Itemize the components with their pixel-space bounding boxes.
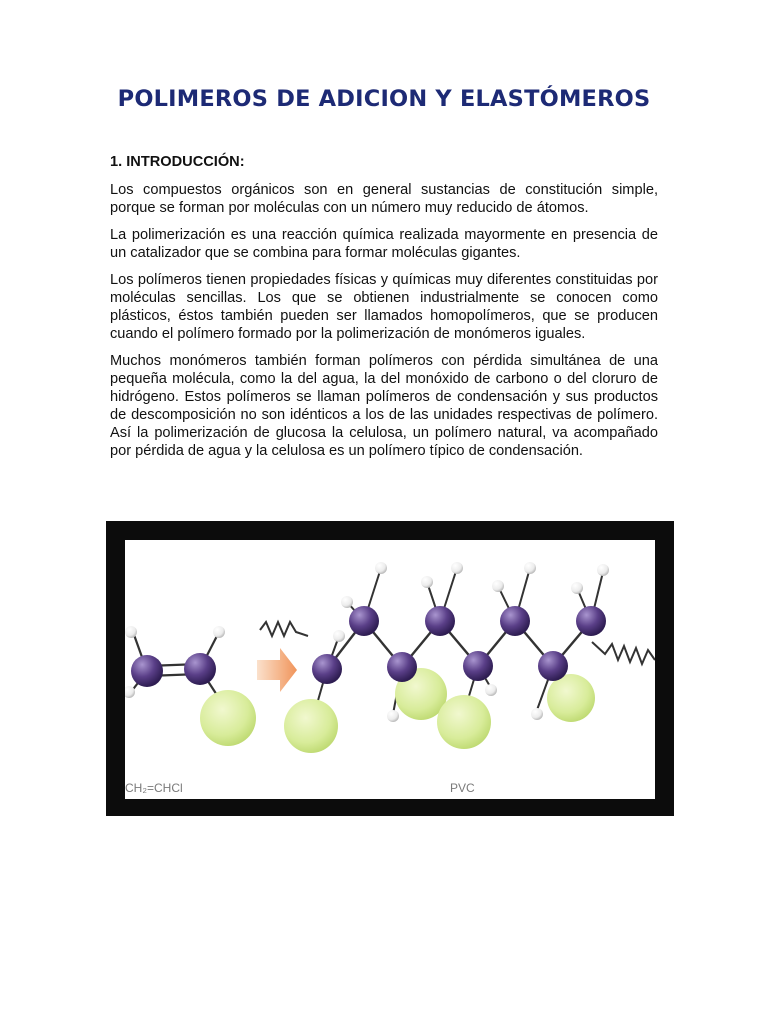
carbon-atom-icon xyxy=(425,606,455,636)
carbon-atom-icon xyxy=(312,654,342,684)
molecule-illustration xyxy=(125,540,655,799)
section-heading: 1. INTRODUCCIÓN: xyxy=(110,154,245,170)
document-title: POLIMEROS DE ADICION Y ELASTÓMEROS xyxy=(117,86,651,112)
carbon-atom-icon xyxy=(538,651,568,681)
paragraph-2: La polimerización es una reacción química realizada mayormente en presencia de un catalizador que se combina para formar moléculas gigantes. xyxy=(110,227,658,261)
carbon-atom-icon xyxy=(131,655,163,687)
monomer-label: CH₂=CHCl xyxy=(125,781,183,795)
monomer-molecule xyxy=(125,626,256,746)
paragraph-4: Muchos monómeros también forman polímeros con pérdida simultánea de una pequeña molécula, como la del agua, la del monóxido de carbono o del cloruro de hidrógeno. Estos polímeros se llaman polímeros de condensación y sus productos de descomposición no son idénticos a los de las unidades respectivas de polímero. Así la polimerización de glucosa la celulosa, un polímero natural, va acompañado por pérdida de agua y la celulosa es un polímero típico de condensación. xyxy=(110,353,658,459)
carbon-atom-icon xyxy=(184,653,216,685)
carbon-atom-icon xyxy=(463,651,493,681)
polymer-label: PVC xyxy=(450,781,475,795)
paragraph-1: Los compuestos orgánicos son en general sustancias de constitución simple, porque se forman por moléculas con un número muy reducido de átomos. xyxy=(110,182,658,216)
carbon-atom-icon xyxy=(500,606,530,636)
paragraph-3: Los polímeros tienen propiedades físicas y químicas muy diferentes constituidas por moléculas sencillas. Los que se obtienen industrialmente se conocen como plásticos, éstos también pueden ser llamados homopolímeros, que se producen cuando el polímero formado por la polimerización de monómeros iguales. xyxy=(110,272,658,342)
pvc-polymerization-figure xyxy=(125,540,655,799)
polymer-chain xyxy=(260,562,655,753)
document-body xyxy=(110,153,658,469)
reaction-arrow-icon xyxy=(257,648,297,692)
carbon-atom-icon xyxy=(576,606,606,636)
figure-frame xyxy=(106,521,674,816)
carbon-atom-icon xyxy=(387,652,417,682)
carbon-atom-icon xyxy=(349,606,379,636)
